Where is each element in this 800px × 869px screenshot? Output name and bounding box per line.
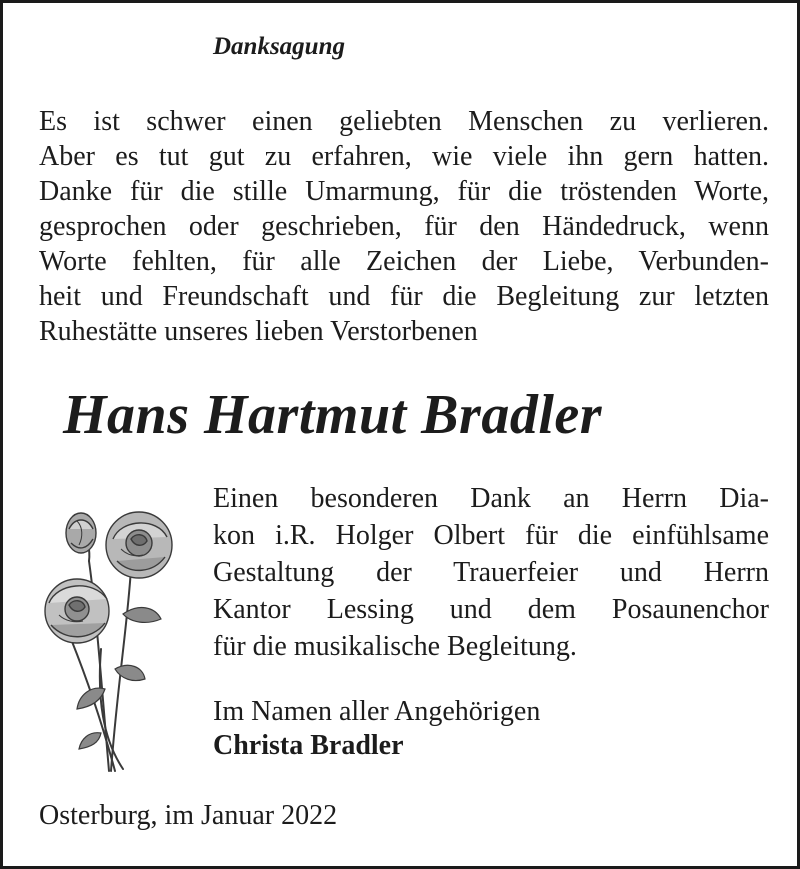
intro-line: heit und Freundschaft und für die Begleitung zur letzten [39,281,769,312]
intro-line: Ruhestätte unseres lieben Verstorbenen [39,316,478,347]
roses-illustration-icon [31,499,191,784]
place-date: Osterburg, im Januar 2022 [39,800,338,831]
deceased-name: Hans Hartmut Bradler [63,384,603,446]
signoff-signer: Christa Bradler [213,730,404,761]
intro-line: Aber es tut gut zu erfahren, wie viele ihn gern hatten. [39,141,769,172]
special-thanks-paragraph [213,480,769,665]
intro-paragraph [39,104,769,349]
signoff-group: Im Namen aller Angehörigen [213,696,541,727]
intro-line: Worte fehlten, für alle Zeichen der Liebe, Verbunden- [39,246,769,277]
thanks-line: kon i.R. Holger Olbert für die einfühlsame [213,520,769,551]
thanks-line: Kantor Lessing und dem Posaunenchor [213,594,769,625]
thanks-line: Einen besonderen Dank an Herrn Dia- [213,483,769,514]
signoff-block [213,695,540,763]
intro-line: Es ist schwer einen geliebten Menschen zu verlieren. [39,106,769,137]
notice-heading: Danksagung [213,33,345,60]
intro-line: Danke für die stille Umarmung, für die tröstenden Worte, [39,176,769,207]
thanks-line: für die musikalische Begleitung. [213,631,577,662]
intro-line: gesprochen oder geschrieben, für den Händedruck, wenn [39,211,769,242]
thanks-line: Gestaltung der Trauerfeier und Herrn [213,557,769,588]
